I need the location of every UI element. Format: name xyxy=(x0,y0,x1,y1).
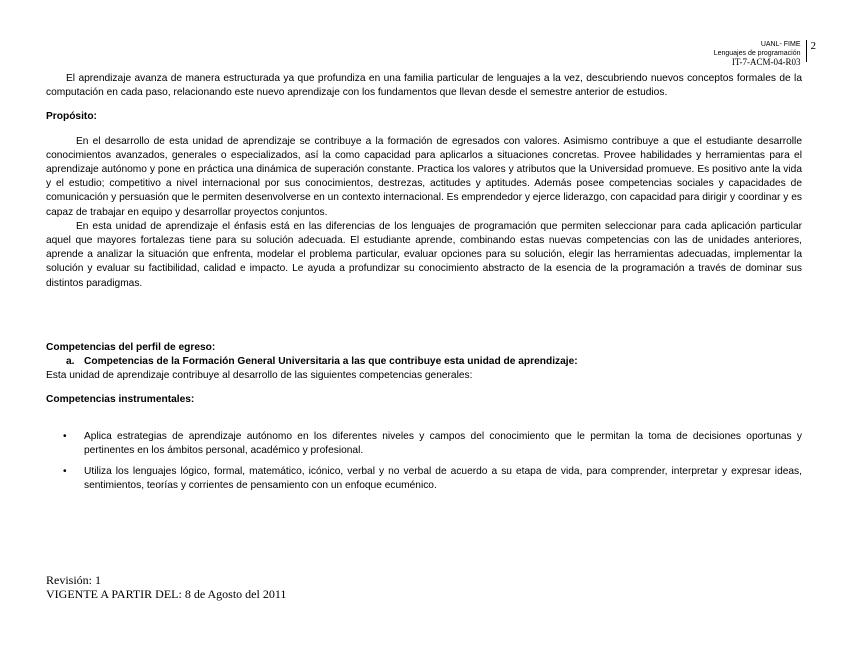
header-document-code: IT-7-ACM-04-R03 xyxy=(731,57,801,67)
instrumental-heading: Competencias instrumentales: xyxy=(46,394,195,406)
purpose-heading: Propósito: xyxy=(46,111,97,123)
competency-list xyxy=(46,430,802,494)
purpose-paragraph-2: En esta unidad de aprendizaje el énfasis está en las diferencias de los lenguajes de programación que permiten seleccionar para cada aplicación particular aquel que mayores fortalezas tiene para su solución adecuada. El estudiante aprende, combinando estas nuevas competencias con las de unidades anteriores, aprende a analizar la situación que enfrenta, modelar el problema particular, evaluar opciones para su solución, elegir las herramientas adecuadas, implementar la solución y evaluar su factibilidad, calidad e impacto. Le ayuda a profundizar su conocimiento abstracto de la esencia de la programación a través de dominar sus distintos paradigmas. xyxy=(46,220,802,289)
intro-paragraph: El aprendizaje avanza de manera estructurada ya que profundiza en una familia particular de lenguajes a la vez, descubriendo nuevos conceptos formales de la computación en cada paso, relacionando este nuevo aprendizaje con los fundamentos que llevan desde el semestre anterior de estudios. xyxy=(46,73,802,99)
header-divider xyxy=(806,40,807,62)
page-header xyxy=(714,40,816,67)
page-number: 2 xyxy=(810,40,816,52)
purpose-paragraph-1: En el desarrollo de esta unidad de aprendizaje se contribuye a la formación de egresados con valores. Asimismo contribuye a que el estudiante desarrolle conocimientos avanzados, generales o especializados, así la como capacidad para aplicarlos a situaciones concretas. Provee habilidades y herramientas para el aprendizaje autónomo y pone en práctica una dinámica de superación constante. Practica los valores y atributos que la Universidad promueve. Es positivo ante la vida y el estudio; competitivo a nivel internacional por sus conocimientos, destrezas, actitudes y aptitudes. Además posee competencias sociales y capacidades de comunicación y persuasión que le permiten desenvolverse en un contexto internacional. Es emprendedor y ejerce liderazgo, con capacidad para dirigir y coordinar y es capaz de trabajar en equipo y desarrollar proyectos conjuntos. xyxy=(46,135,802,218)
competencies-intro: Esta unidad de aprendizaje contribuye al desarrollo de las siguientes competencias generales: xyxy=(46,370,473,382)
valid-from-label: VIGENTE A PARTIR DEL: 8 de Agosto del 2011 xyxy=(46,587,287,601)
list-item: • Utiliza los lenguajes lógico, formal, matemático, icónico, verbal y no verbal de acuerdo a su etapa de vida, para comprender, interpretar y expresar ideas, sentimientos, teorías y corrientes de pensamiento con un enfoque ecuménico. xyxy=(46,465,802,493)
competencies-subheading xyxy=(66,355,802,369)
subheading-marker: a. xyxy=(66,356,75,368)
header-institution: UANL- FIME xyxy=(760,41,801,48)
document-body xyxy=(46,72,802,500)
subheading-text: Competencias de la Formación General Universitaria a las que contribuye esta unidad de aprendizaje: xyxy=(84,356,578,368)
list-item: • Aplica estrategias de aprendizaje autónomo en los diferentes niveles y campos del conocimiento que le permitan la toma de decisiones oportunas y pertinentes en los ámbitos personal, académico y profesional. xyxy=(46,430,802,458)
competencies-heading: Competencias del perfil de egreso: xyxy=(46,341,216,353)
header-course: Lenguajes de programación xyxy=(713,50,801,57)
page-footer xyxy=(46,573,286,601)
header-info xyxy=(714,40,801,67)
revision-label: Revisión: 1 xyxy=(46,573,102,587)
